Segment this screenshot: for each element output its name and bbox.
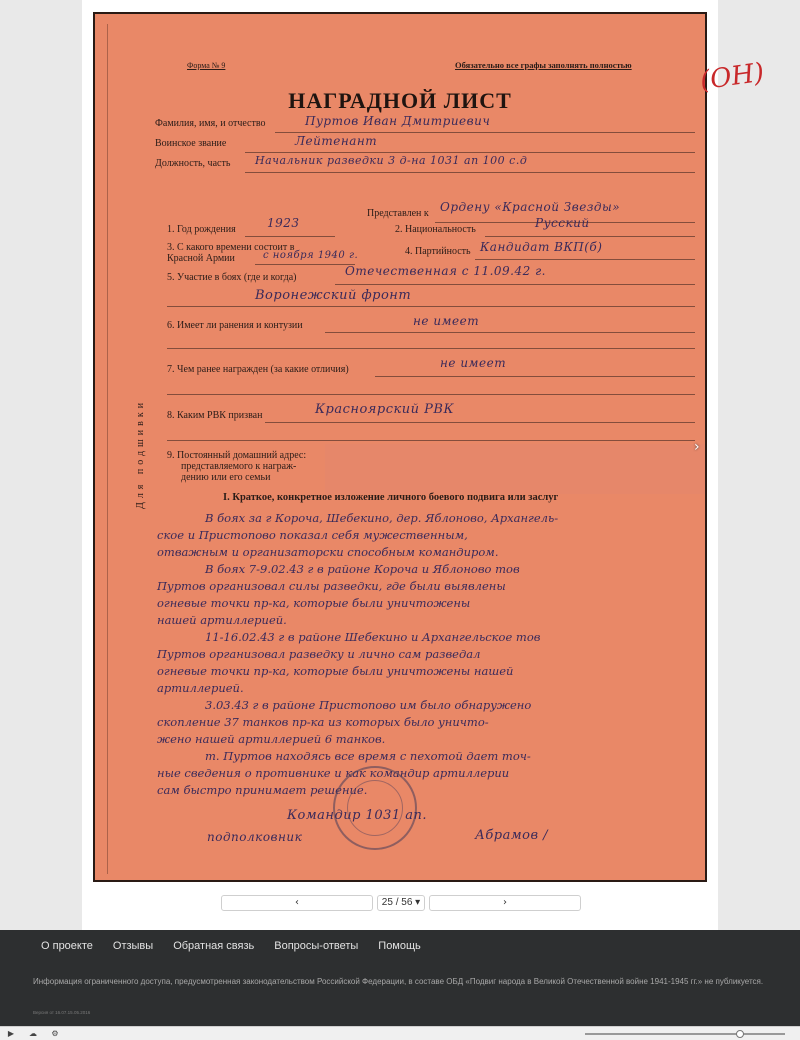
bottom-toolbar bbox=[0, 1026, 800, 1040]
battles-value-2: Воронежский фронт bbox=[255, 288, 412, 303]
party-line bbox=[475, 259, 695, 260]
narrative-line: артиллерией. bbox=[157, 681, 244, 695]
rank-label: Воинское звание bbox=[155, 138, 227, 149]
zoom-slider[interactable] bbox=[585, 1033, 785, 1035]
narrative-line: Пуртов организовал разведку и лично сам разведал bbox=[157, 647, 481, 661]
narrative-line: огневые точки пр-ка, которые были уничтожены нашей bbox=[157, 664, 514, 678]
address-label-2: представляемого к награж- bbox=[181, 461, 297, 472]
army-since-value: с ноября 1940 г. bbox=[263, 250, 359, 261]
battles-value-1: Отечественная с 11.09.42 г. bbox=[345, 264, 546, 278]
footer-link-help[interactable]: Помощь bbox=[378, 940, 421, 952]
form-label: Форма № 9 bbox=[187, 61, 226, 70]
position-label: Должность, часть bbox=[155, 158, 231, 169]
settings-icon[interactable]: ⚙ bbox=[51, 1029, 59, 1038]
party-value: Кандидат ВКП(б) bbox=[480, 240, 603, 254]
rvk-value: Красноярский РВК bbox=[315, 402, 455, 417]
battles-line-2 bbox=[167, 306, 695, 307]
birth-value: 1923 bbox=[267, 216, 300, 230]
nationality-line bbox=[485, 236, 695, 237]
site-footer bbox=[0, 930, 800, 1026]
signature-rank: подполковник bbox=[207, 830, 303, 844]
rank-value: Лейтенант bbox=[295, 134, 378, 148]
next-page-button[interactable]: › bbox=[429, 895, 581, 911]
red-handwritten-mark: (ОН) bbox=[698, 57, 767, 97]
address-label-3: дению или его семьи bbox=[181, 472, 271, 483]
redacted-address bbox=[325, 444, 705, 494]
award-sheet-scan bbox=[93, 12, 767, 882]
army-since-line bbox=[255, 264, 355, 265]
wounds-line-2 bbox=[167, 348, 695, 349]
footer-version: Версия от 16.07.15.05.2016 bbox=[33, 1010, 91, 1015]
narrative-line: Пуртов организовал силы разведки, где были выявлены bbox=[157, 579, 506, 593]
name-line bbox=[275, 132, 695, 133]
footer-link-feedback[interactable]: Обратная связь bbox=[173, 940, 255, 952]
wounds-value: не имеет bbox=[413, 314, 480, 328]
narrative-line: 11-16.02.43 г в районе Шебекино и Архангельское тов bbox=[205, 630, 541, 644]
name-label: Фамилия, имя, и отчество bbox=[155, 118, 266, 129]
narrative-line: огневые точки пр-ка, которые были уничтожены bbox=[157, 596, 471, 610]
army-since-label: 3. С какого времени состоит в Красной Армии bbox=[167, 242, 295, 264]
zoom-slider-handle[interactable] bbox=[736, 1030, 744, 1038]
narrative-line: ское и Пристопово показал себя мужественным, bbox=[157, 528, 468, 542]
rvk-label: 8. Каким РВК призван bbox=[167, 410, 263, 421]
birth-label: 1. Год рождения bbox=[167, 224, 236, 235]
narrative-line: отважным и организаторски способным командиром. bbox=[157, 545, 499, 559]
battles-label: 5. Участие в боях (где и когда) bbox=[167, 272, 297, 283]
nationality-value: Русский bbox=[535, 216, 590, 230]
signature-name: Абрамов / bbox=[475, 828, 549, 843]
narrative-line: В боях за г Короча, Шебекино, дер. Яблоново, Архангель- bbox=[205, 511, 559, 525]
awards-line bbox=[375, 376, 695, 377]
nationality-label: 2. Национальность bbox=[395, 224, 476, 235]
document-title: НАГРАДНОЙ ЛИСТ bbox=[288, 88, 512, 113]
rank-line bbox=[245, 152, 695, 153]
narrative-line: скопление 37 танков пр-ка из которых было уничто- bbox=[157, 715, 489, 729]
footer-link-reviews[interactable]: Отзывы bbox=[112, 940, 154, 952]
page-navigator bbox=[221, 895, 581, 911]
birth-line bbox=[245, 236, 335, 237]
wounds-line bbox=[325, 332, 695, 333]
signature-commander: Командир 1031 ап. bbox=[287, 808, 428, 823]
mandatory-note: Обязательно все графы заполнять полностью bbox=[455, 60, 632, 70]
narrative-block bbox=[157, 508, 697, 808]
footer-disclaimer: Информация ограниченного доступа, предусмотренная законодательством Российской Федерации, в составе ОБД «Подвиг народа в Великой Отечественной войне 1941-1945 гг.» не публикуется. bbox=[33, 977, 764, 986]
prev-page-button[interactable]: ‹ bbox=[221, 895, 373, 911]
rvk-line bbox=[265, 422, 695, 423]
address-label-1: 9. Постоянный домашний адрес: bbox=[167, 450, 307, 461]
narrative-line: ные сведения о противнике и как командир артиллерии bbox=[157, 766, 510, 780]
narrative-line: сам быстро принимает решение. bbox=[157, 783, 368, 797]
party-label: 4. Партийность bbox=[405, 246, 471, 257]
page-select[interactable]: 25 / 56 ▾ bbox=[377, 895, 425, 911]
section-title: I. Краткое, конкретное изложение личного боевого подвига или заслуг bbox=[223, 492, 559, 503]
margin-label: Для подшивки bbox=[135, 398, 146, 510]
narrative-line: жено нашей артиллерией 6 танков. bbox=[157, 732, 386, 746]
rvk-line-2 bbox=[167, 440, 695, 441]
battles-line-1 bbox=[335, 284, 695, 285]
presented-label: Представлен к bbox=[367, 208, 429, 219]
position-line bbox=[245, 172, 695, 173]
narrative-line: т. Пуртов находясь все время с пехотой дает точ- bbox=[205, 749, 531, 763]
presented-value: Ордену «Красной Звезды» bbox=[440, 200, 621, 214]
footer-link-about[interactable]: О проекте bbox=[41, 940, 93, 952]
play-icon[interactable]: ▶ bbox=[7, 1029, 15, 1038]
narrative-line: нашей артиллерией. bbox=[157, 613, 287, 627]
footer-link-faq[interactable]: Вопросы-ответы bbox=[274, 940, 359, 952]
next-page-arrow-icon[interactable]: › bbox=[694, 439, 700, 455]
awards-label: 7. Чем ранее награжден (за какие отличия) bbox=[167, 364, 349, 375]
wounds-label: 6. Имеет ли ранения и контузии bbox=[167, 320, 303, 331]
cloud-icon[interactable]: ☁ bbox=[29, 1029, 37, 1038]
narrative-line: В боях 7-9.02.43 г в районе Короча и Яблоново тов bbox=[205, 562, 520, 576]
footer-nav bbox=[41, 940, 421, 952]
awards-value: не имеет bbox=[440, 356, 507, 370]
awards-line-2 bbox=[167, 394, 695, 395]
narrative-line: 3.03.43 г в районе Пристопово им было обнаружено bbox=[205, 698, 532, 712]
name-value: Пуртов Иван Дмитриевич bbox=[305, 114, 491, 128]
position-value: Начальник разведки 3 д-на 1031 ап 100 с.д bbox=[255, 154, 528, 167]
